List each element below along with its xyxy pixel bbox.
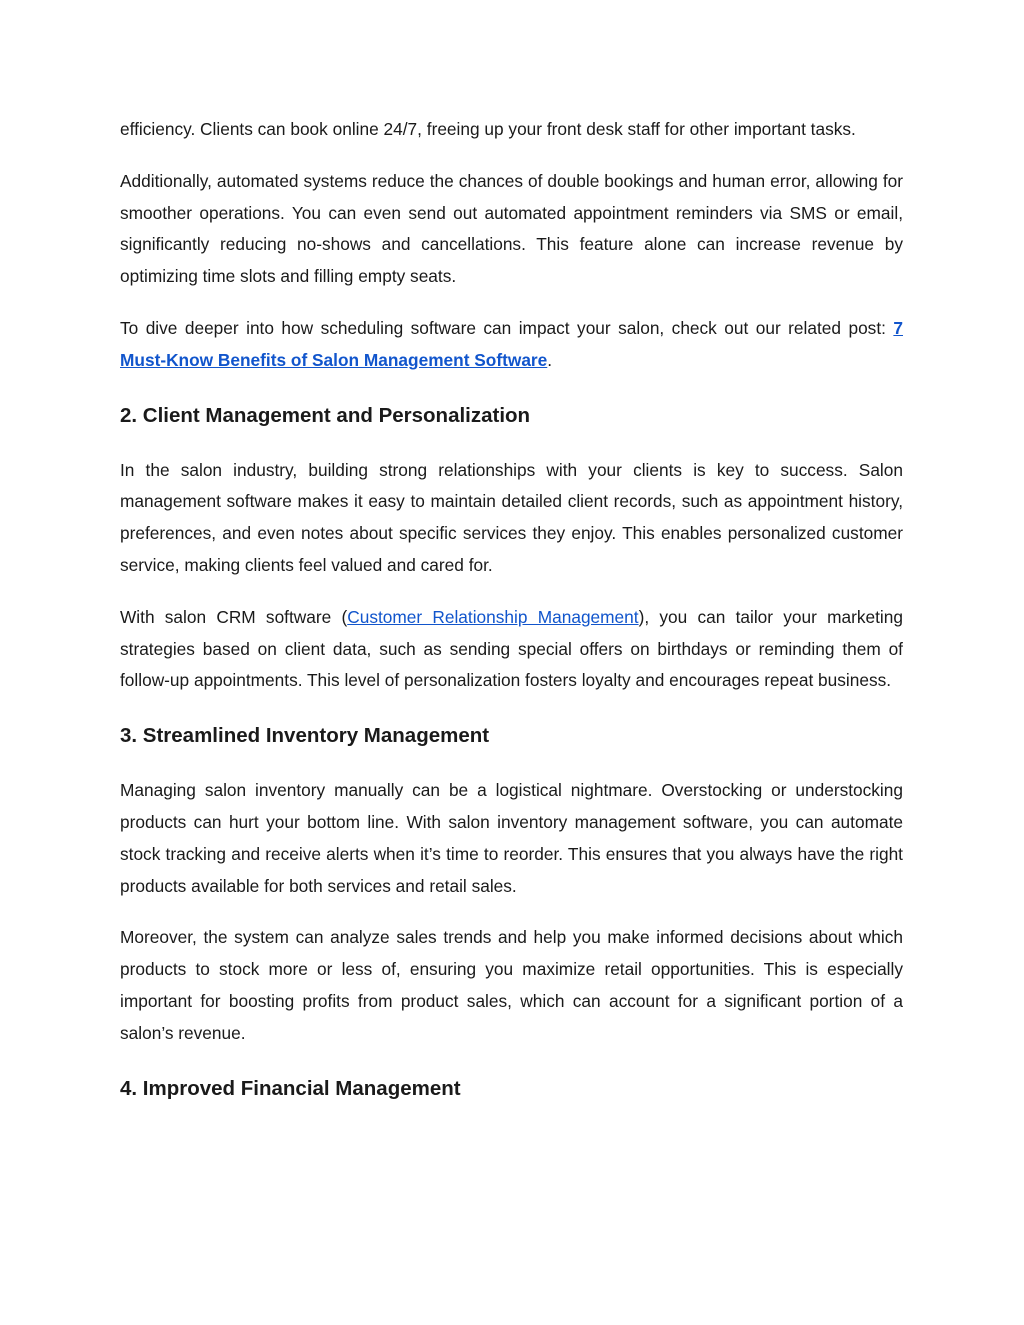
related-post-text: To dive deeper into how scheduling software can impact your salon, check out our related post: — [120, 317, 894, 338]
paragraph-inventory: Managing salon inventory manually can be a logistical nightmare. Overstocking or understocking products can hurt your bottom line. With salon inventory management software, you can automate stock tracking and receive alerts when it’s time to reorder. This ensures that you always have the right products available for both services and retail sales. — [120, 780, 903, 896]
paragraph-sales-trends: Moreover, the system can analyze sales trends and help you make informed decisions about which products to stock more or less of, ensuring you maximize retail opportunities. This is especially important for boosting profits from product sales, which can account for a significant portion of a salon’s revenue. — [120, 927, 903, 1043]
paragraph-automation: Additionally, automated systems reduce the chances of double bookings and human error, allowing for smoother operations. You can even send out automated appointment reminders via SMS or email, significantly reducing no-shows and cancellations. This feature alone can increase revenue by optimizing time slots and filling empty seats. — [120, 170, 903, 287]
paragraph-client-relationships: In the salon industry, building strong relationships with your clients is key to success. Salon management software makes it easy to maintain detailed client records, such as appointment history, preferences, and even notes about specific services they enjoy. This enables personalized customer service, making clients feel valued and cared for. — [120, 459, 903, 575]
paragraph-related-post — [120, 313, 903, 377]
crm-link[interactable]: Customer Relationship Management — [347, 606, 639, 627]
related-post-period: . — [547, 349, 553, 370]
crm-text-after: ), you can tailor your marketing strategies based on client data, such as sending special offers on birthdays or reminding them of follow-up appointments. This level of personalization fosters loyalty and encourages repeat business. — [120, 606, 903, 691]
paragraph-crm — [120, 602, 903, 697]
heading-inventory-management: 3. Streamlined Inventory Management — [120, 724, 490, 748]
heading-client-management: 2. Client Management and Personalization — [120, 403, 531, 427]
document-page — [120, 114, 903, 1103]
crm-text-before: With salon CRM software ( — [120, 606, 348, 627]
paragraph-efficiency: efficiency. Clients can book online 24/7, freeing up your front desk staff for other important tasks. — [120, 119, 856, 139]
heading-financial-management: 4. Improved Financial Management — [120, 1076, 461, 1100]
related-post-link[interactable]: 7 Must-Know Benefits of Salon Management Software — [120, 317, 903, 370]
